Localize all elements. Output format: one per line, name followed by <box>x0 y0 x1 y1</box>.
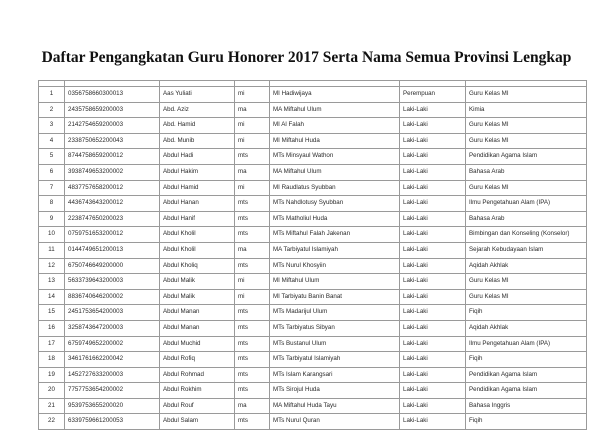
level-cell: mts <box>235 305 270 321</box>
nik-cell: 6759749652200002 <box>65 336 160 352</box>
subject-cell: Pendidikan Agama Islam <box>466 383 587 399</box>
table-row <box>39 180 587 196</box>
table-row <box>39 102 587 118</box>
page-title: Daftar Pengangkatan Guru Honorer 2017 Serta Nama Semua Provinsi Lengkap <box>41 49 572 66</box>
row-number: 12 <box>39 258 65 274</box>
teacher-table <box>38 80 587 430</box>
name-cell: Abdul Manan <box>160 320 235 336</box>
table-row <box>39 414 587 430</box>
row-number: 22 <box>39 414 65 430</box>
gender-cell: Laki-Laki <box>400 258 466 274</box>
nik-cell: 6750746649200000 <box>65 258 160 274</box>
level-cell: mts <box>235 196 270 212</box>
subject-cell: Bimbingan dan Konseling (Konselor) <box>466 227 587 243</box>
gender-cell: Laki-Laki <box>400 352 466 368</box>
gender-cell: Laki-Laki <box>400 211 466 227</box>
gender-cell: Laki-Laki <box>400 118 466 134</box>
table-row <box>39 164 587 180</box>
name-cell: Aas Yuliati <box>160 87 235 103</box>
level-cell: mi <box>235 133 270 149</box>
gender-cell: Laki-Laki <box>400 196 466 212</box>
school-cell: MI Hadiwijaya <box>270 87 400 103</box>
subject-cell: Bahasa Arab <box>466 211 587 227</box>
name-cell: Abd. Aziz <box>160 102 235 118</box>
level-cell: ma <box>235 102 270 118</box>
table-row <box>39 274 587 290</box>
gender-cell: Laki-Laki <box>400 367 466 383</box>
level-cell: ma <box>235 164 270 180</box>
subject-cell: Pendidikan Agama Islam <box>466 367 587 383</box>
table-row <box>39 196 587 212</box>
table-row <box>39 352 587 368</box>
nik-cell: 0356758660300013 <box>65 87 160 103</box>
row-number: 10 <box>39 227 65 243</box>
school-cell: MTs Minsyaul Wathon <box>270 149 400 165</box>
name-cell: Abdul Kholil <box>160 227 235 243</box>
level-cell: mts <box>235 336 270 352</box>
nik-cell: 7757753654200002 <box>65 383 160 399</box>
gender-cell: Laki-Laki <box>400 320 466 336</box>
nik-cell: 0144749651200013 <box>65 242 160 258</box>
row-number: 4 <box>39 133 65 149</box>
gender-cell: Laki-Laki <box>400 336 466 352</box>
row-number: 11 <box>39 242 65 258</box>
row-number: 8 <box>39 196 65 212</box>
subject-cell: Guru Kelas MI <box>466 180 587 196</box>
level-cell: mi <box>235 289 270 305</box>
level-cell: ma <box>235 398 270 414</box>
row-number: 17 <box>39 336 65 352</box>
subject-cell: Pendidikan Agama Islam <box>466 149 587 165</box>
level-cell: mts <box>235 258 270 274</box>
subject-cell: Bahasa Arab <box>466 164 587 180</box>
name-cell: Abdul Rouf <box>160 398 235 414</box>
gender-cell: Laki-Laki <box>400 305 466 321</box>
school-cell: MTs Tarbiyatul Islamiyah <box>270 352 400 368</box>
gender-cell: Laki-Laki <box>400 289 466 305</box>
subject-cell: Guru Kelas MI <box>466 87 587 103</box>
school-cell: MA Miftahul Ulum <box>270 102 400 118</box>
gender-cell: Perempuan <box>400 87 466 103</box>
nik-cell: 4436743643200012 <box>65 196 160 212</box>
table-row <box>39 87 587 103</box>
subject-cell: Fiqih <box>466 352 587 368</box>
gender-cell: Laki-Laki <box>400 274 466 290</box>
table-row <box>39 149 587 165</box>
nik-cell: 8744758659200012 <box>65 149 160 165</box>
school-cell: MI Raudlatus Syubban <box>270 180 400 196</box>
row-number: 20 <box>39 383 65 399</box>
subject-cell: Guru Kelas MI <box>466 289 587 305</box>
name-cell: Abdul Rokhim <box>160 383 235 399</box>
name-cell: Abdul Hanif <box>160 211 235 227</box>
nik-cell: 3461761662200042 <box>65 352 160 368</box>
table-row <box>39 258 587 274</box>
name-cell: Abdul Malik <box>160 289 235 305</box>
name-cell: Abdul Malik <box>160 274 235 290</box>
gender-cell: Laki-Laki <box>400 414 466 430</box>
nik-cell: 2435758659200003 <box>65 102 160 118</box>
row-number: 2 <box>39 102 65 118</box>
level-cell: mi <box>235 87 270 103</box>
row-number: 16 <box>39 320 65 336</box>
school-cell: MI Miftahul Huda <box>270 133 400 149</box>
school-cell: MTs Matholiul Huda <box>270 211 400 227</box>
level-cell: mi <box>235 118 270 134</box>
subject-cell: Aqidah Akhlak <box>466 258 587 274</box>
row-number: 9 <box>39 211 65 227</box>
subject-cell: Bahasa Inggris <box>466 398 587 414</box>
subject-cell: Ilmu Pengetahuan Alam (IPA) <box>466 336 587 352</box>
school-cell: MTs Nurul Khosyiin <box>270 258 400 274</box>
level-cell: mts <box>235 414 270 430</box>
row-number: 21 <box>39 398 65 414</box>
name-cell: Abdul Kholiq <box>160 258 235 274</box>
level-cell: mts <box>235 227 270 243</box>
row-number: 18 <box>39 352 65 368</box>
subject-cell: Guru Kelas MI <box>466 118 587 134</box>
nik-cell: 3938749653200002 <box>65 164 160 180</box>
school-cell: MI Al Falah <box>270 118 400 134</box>
name-cell: Abd. Hamid <box>160 118 235 134</box>
school-cell: MTs Tarbiyatus Sibyan <box>270 320 400 336</box>
school-cell: MTs Bustanul Ulum <box>270 336 400 352</box>
subject-cell: Ilmu Pengetahuan Alam (IPA) <box>466 196 587 212</box>
school-cell: MTs Madarijul Ulum <box>270 305 400 321</box>
name-cell: Abdul Hamid <box>160 180 235 196</box>
row-number: 14 <box>39 289 65 305</box>
table-row <box>39 118 587 134</box>
school-cell: MI Miftahul Ulum <box>270 274 400 290</box>
name-cell: Abdul Salam <box>160 414 235 430</box>
row-number: 5 <box>39 149 65 165</box>
level-cell: mi <box>235 180 270 196</box>
subject-cell: Sejarah Kebudayaan Islam <box>466 242 587 258</box>
nik-cell: 0759751653200012 <box>65 227 160 243</box>
name-cell: Abdul Rofiq <box>160 352 235 368</box>
row-number: 15 <box>39 305 65 321</box>
subject-cell: Fiqih <box>466 414 587 430</box>
nik-cell: 5633739643200003 <box>65 274 160 290</box>
school-cell: MA Miftahul Huda Tayu <box>270 398 400 414</box>
teacher-table-body <box>39 81 587 430</box>
gender-cell: Laki-Laki <box>400 180 466 196</box>
level-cell: mts <box>235 211 270 227</box>
name-cell: Abdul Rohmad <box>160 367 235 383</box>
gender-cell: Laki-Laki <box>400 383 466 399</box>
table-row <box>39 289 587 305</box>
school-cell: MTs Miftahul Falah Jakenan <box>270 227 400 243</box>
row-number: 1 <box>39 87 65 103</box>
table-row <box>39 242 587 258</box>
subject-cell: Aqidah Akhlak <box>466 320 587 336</box>
level-cell: ma <box>235 242 270 258</box>
level-cell: mts <box>235 352 270 368</box>
name-cell: Abdul Muchid <box>160 336 235 352</box>
row-number: 13 <box>39 274 65 290</box>
name-cell: Abdul Hakim <box>160 164 235 180</box>
level-cell: mts <box>235 367 270 383</box>
subject-cell: Guru Kelas MI <box>466 274 587 290</box>
table-row <box>39 367 587 383</box>
nik-cell: 9539753655200020 <box>65 398 160 414</box>
gender-cell: Laki-Laki <box>400 242 466 258</box>
school-cell: MI Tarbiyatu Banin Banat <box>270 289 400 305</box>
subject-cell: Kimia <box>466 102 587 118</box>
level-cell: mts <box>235 149 270 165</box>
level-cell: mts <box>235 320 270 336</box>
gender-cell: Laki-Laki <box>400 149 466 165</box>
nik-cell: 2338750652200043 <box>65 133 160 149</box>
name-cell: Abdul Kholil <box>160 242 235 258</box>
school-cell: MA Miftahul Ulum <box>270 164 400 180</box>
row-number: 19 <box>39 367 65 383</box>
nik-cell: 8836740646200002 <box>65 289 160 305</box>
nik-cell: 2238747650200023 <box>65 211 160 227</box>
school-cell: MTs Nahdlotusy Syubban <box>270 196 400 212</box>
school-cell: MTs Sirojul Huda <box>270 383 400 399</box>
table-row <box>39 383 587 399</box>
nik-cell: 2142754659200003 <box>65 118 160 134</box>
nik-cell: 6339759661200053 <box>65 414 160 430</box>
nik-cell: 4837757658200012 <box>65 180 160 196</box>
table-row <box>39 320 587 336</box>
table-row <box>39 336 587 352</box>
school-cell: MTs Islam Karangsari <box>270 367 400 383</box>
name-cell: Abd. Munib <box>160 133 235 149</box>
subject-cell: Fiqih <box>466 305 587 321</box>
school-cell: MTs Nurul Quran <box>270 414 400 430</box>
subject-cell: Guru Kelas MI <box>466 133 587 149</box>
name-cell: Abdul Hanan <box>160 196 235 212</box>
gender-cell: Laki-Laki <box>400 102 466 118</box>
school-cell: MA Tarbiyatul Islamiyah <box>270 242 400 258</box>
gender-cell: Laki-Laki <box>400 398 466 414</box>
row-number: 6 <box>39 164 65 180</box>
nik-cell: 3258743647200003 <box>65 320 160 336</box>
table-row <box>39 305 587 321</box>
gender-cell: Laki-Laki <box>400 133 466 149</box>
gender-cell: Laki-Laki <box>400 164 466 180</box>
row-number: 7 <box>39 180 65 196</box>
table-row <box>39 211 587 227</box>
table-row <box>39 227 587 243</box>
name-cell: Abdul Hadi <box>160 149 235 165</box>
gender-cell: Laki-Laki <box>400 227 466 243</box>
table-row <box>39 133 587 149</box>
name-cell: Abdul Manan <box>160 305 235 321</box>
table-row <box>39 398 587 414</box>
level-cell: mts <box>235 383 270 399</box>
level-cell: mi <box>235 274 270 290</box>
nik-cell: 1452727633200003 <box>65 367 160 383</box>
nik-cell: 2451753654200003 <box>65 305 160 321</box>
row-number: 3 <box>39 118 65 134</box>
